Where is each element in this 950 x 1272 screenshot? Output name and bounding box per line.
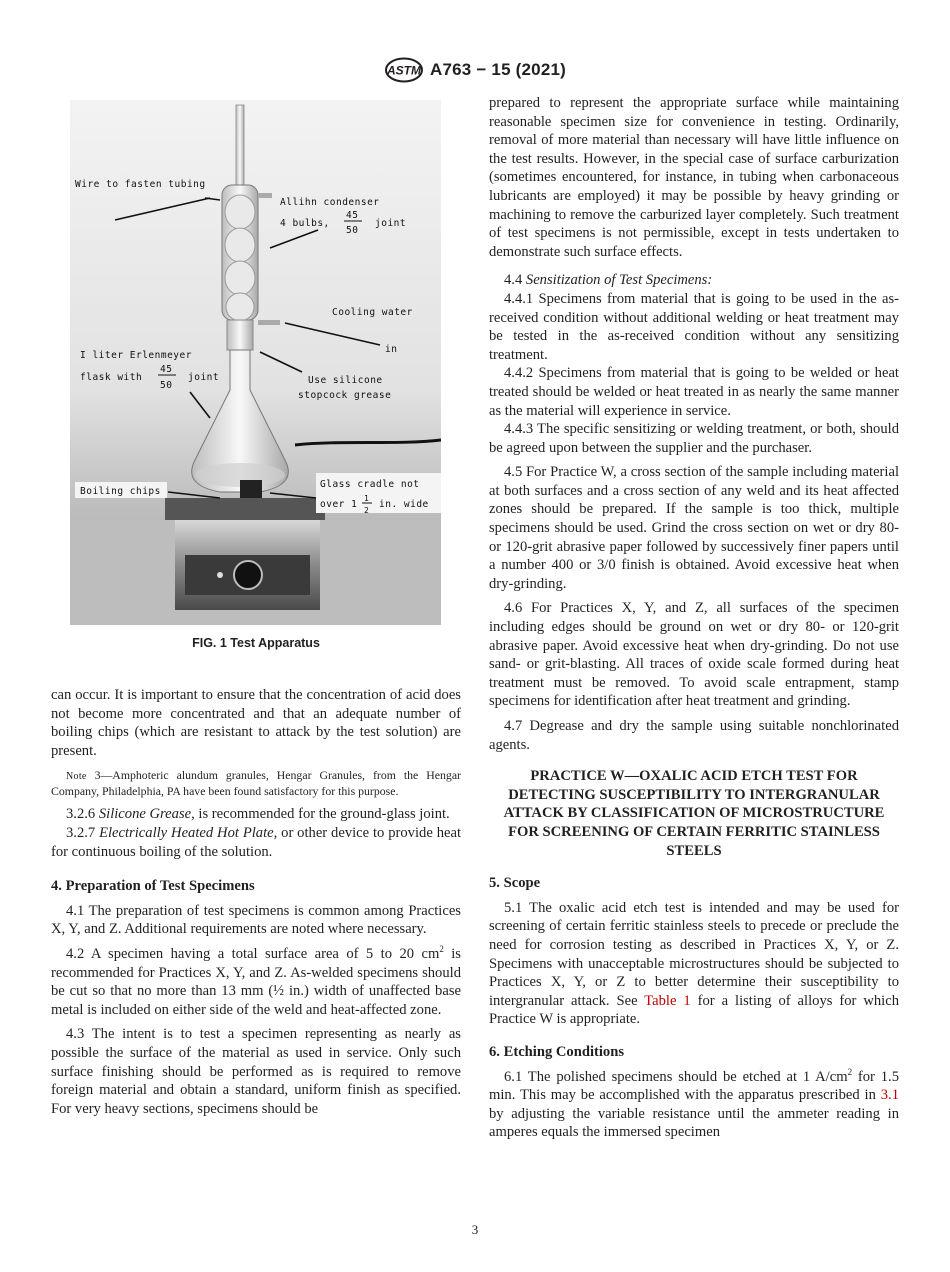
para-title: Sensitization of Test Specimens: [525, 272, 713, 289]
section-heading-5: 5. Scope [489, 875, 541, 892]
standard-designation: A763 − 15 (2021) [430, 60, 566, 79]
label-wire: Wire to fasten tubing [75, 179, 206, 190]
para-text: for 1.5 min. This may be accomplished with the apparatus prescribed in [489, 1068, 899, 1104]
left-column [51, 686, 461, 1124]
note-3 [51, 768, 461, 799]
label-cooling-2: in [385, 344, 398, 355]
paragraph-4-1: 4.1 The preparation of test specimens is common among Practices X, Y, and Z. Additional requirements are noted where necessary. [51, 902, 461, 938]
paragraph-4-4-1: 4.4.1 Specimens from material that is going to be used in the as-received condition without additional welding or heat treatment may be tested in the as-received condition without any sensitizing treatment. [489, 290, 899, 363]
table-1-link[interactable]: Table 1 [644, 992, 691, 1009]
paragraph-4-7: 4.7 Degrease and dry the sample using suitable nonchlorinated agents. [489, 718, 899, 753]
label-flask-den: 50 [160, 380, 173, 391]
para-text: 4.2 A specimen having a total surface area of 5 to 20 cm [66, 945, 440, 962]
label-silicone-2: stopcock grease [298, 390, 392, 401]
paragraph-continuation: can occur. It is important to ensure that the concentration of acid does not become more concentrated and that an adequate number of boiling chips (which are resistant to attack by the test solution) are present. [51, 687, 461, 759]
page-number: 3 [471, 1222, 479, 1237]
para-text: is recommended for the ground-glass joint. [194, 806, 450, 823]
paragraph-4-2 [51, 945, 461, 1019]
section-3-1-link[interactable]: 3.1 [880, 1087, 899, 1104]
right-column [489, 94, 899, 1148]
superscript: 2 [439, 944, 444, 955]
practice-w-heading: PRACTICE W—OXALIC ACID ETCH TEST FOR DETECTING SUSCEPTIBILITY TO INTERGRANULAR ATTACK BY CLASSIFICATION OF MICROSTRUCTURE FOR SCREENING OF CERTAIN FERRITIC STAINLESS STEELS [503, 768, 885, 859]
label-condenser-3: joint [375, 218, 407, 229]
astm-logo-icon [384, 57, 424, 83]
section-heading-6: 6. Etching Conditions [489, 1043, 625, 1060]
para-title: Electrically Heated Hot Plate, [99, 824, 278, 841]
label-flask-num: 45 [160, 364, 173, 375]
page-header [0, 58, 950, 82]
paragraph-3-2-7 [51, 824, 461, 861]
para-text: for a listing of alloys for which Practice W is appropriate. [489, 992, 899, 1028]
label-condenser-1: Allihn condenser [280, 197, 380, 208]
para-title: Silicone Grease, [98, 806, 195, 823]
label-flask-1: I liter Erlenmeyer [80, 350, 192, 361]
label-cradle-den: 2 [364, 506, 370, 515]
paragraph-5-1 [489, 899, 899, 1029]
para-number: 3.2.6 [66, 806, 99, 823]
paragraph-6-1 [489, 1068, 899, 1142]
test-apparatus-photo [70, 100, 441, 625]
label-cradle-1: Glass cradle not [320, 479, 420, 490]
label-condenser-2: 4 bulbs, [280, 218, 330, 229]
para-number: 4.4 [504, 272, 526, 289]
label-flask-3: joint [188, 372, 220, 383]
figure-caption: FIG. 1 Test Apparatus [192, 636, 320, 650]
label-flask-2: flask with [80, 372, 143, 383]
paragraph-continuation: prepared to represent the appropriate surface while maintaining reasonable specimen size for convenience in testing. Ordinarily, removal of more material than necessary will have little influence on the test results. However, in the special case of surface carburization (sometimes encountered, for instance, in tubing when carbonaceous lubricants are employed) it may be possible by heavy grinding or machining to remove the carburized layer completely. Such treatment of test specimens is not permissible, except in tests undertaken to demonstrate such surface effects. [489, 95, 899, 260]
paragraph-4-4-2: 4.4.2 Specimens from material that is going to be welded or heat treated should be welded or heat treated in as nearly the same manner as the material will experience in service. [489, 365, 899, 419]
note-label: Note [66, 771, 87, 783]
superscript: 2 [847, 1066, 853, 1077]
para-text: 6.1 The polished specimens should be etched at 1 A/cm [504, 1068, 848, 1085]
label-condenser-den: 50 [346, 225, 359, 236]
svg-text:ASTM: ASTM [387, 63, 421, 78]
para-text: is recommended for Practices X, Y, and Z. As-welded specimens should be cut so that no more than 13 mm (½ in.) width of unaffected base metal is included on either side of the weld and heat-affected zone. [51, 945, 461, 1018]
label-cradle-2: over 1 [320, 499, 358, 510]
label-cradle-num: 1 [364, 494, 370, 503]
note-text: 3—Amphoteric alundum granules, Hengar Granules, from the Hengar Company, Philadelphia, PA have been found satisfactory for this purpose. [51, 768, 461, 799]
paragraph-3-2-6 [51, 805, 461, 824]
paragraph-4-3: 4.3 The intent is to test a specimen representing as nearly as possible the surface of the material as used in service. Only such surface finishing should be performed as is required to remove foreign material and obtain a standard, uniform finish as specified. For very heavy sections, specimens should be [51, 1026, 461, 1117]
para-number: 3.2.7 [66, 824, 100, 841]
paragraph-4-4-3: 4.4.3 The specific sensitizing or welding treatment, or both, should be agreed upon between the supplier and the purchaser. [489, 421, 899, 456]
label-condenser-num: 45 [346, 210, 359, 221]
paragraph-4-4 [489, 271, 899, 290]
paragraph-4-5: 4.5 For Practice W, a cross section of the sample including material at both surfaces and a cross section of any weld and its heat affected zones should be prepared. If the sample is too thick, multiple specimens should be used. Grind the cross section on wet or dry 80- or 120-grit abrasive paper followed by successively finer papers until a number 400 or 3/0 finish is obtained. Avoid excessive heat when dry-grinding. [489, 464, 899, 592]
section-heading-4: 4. Preparation of Test Specimens [51, 878, 255, 895]
para-text: by adjusting the variable resistance until the ammeter reading in amperes equals the immersed specimen [489, 1105, 899, 1141]
label-cradle-3: in. wide [379, 499, 429, 510]
para-text: or other device to provide heat for continuous boiling of the solution. [51, 824, 461, 860]
label-silicone-1: Use silicone [308, 375, 383, 386]
para-text: 5.1 The oxalic acid etch test is intended and may be used for screening of certain ferritic stainless steels to precede or preclude the need for corrosion testing as described in Practices X, Y, or Z. Specimens with unacceptable microstructures should be subjected to Practices X, Y, or Z to better determine their susceptibility to intergranular attack. See [489, 899, 899, 1009]
paragraph-4-6: 4.6 For Practices X, Y, and Z, all surfaces of the specimen including edges should be ground on wet or dry 80- or 120-grit abrasive paper. Avoid excessive heat when dry-grinding. Do not use sand- or grit-blasting. All traces of oxide scale formed during heat treatment must be removed. To avoid scale entrapment, stamp specimens for identification after heat treatment and grinding. [489, 600, 899, 710]
label-cooling-1: Cooling water [332, 307, 413, 318]
label-chips: Boiling chips [80, 486, 161, 497]
